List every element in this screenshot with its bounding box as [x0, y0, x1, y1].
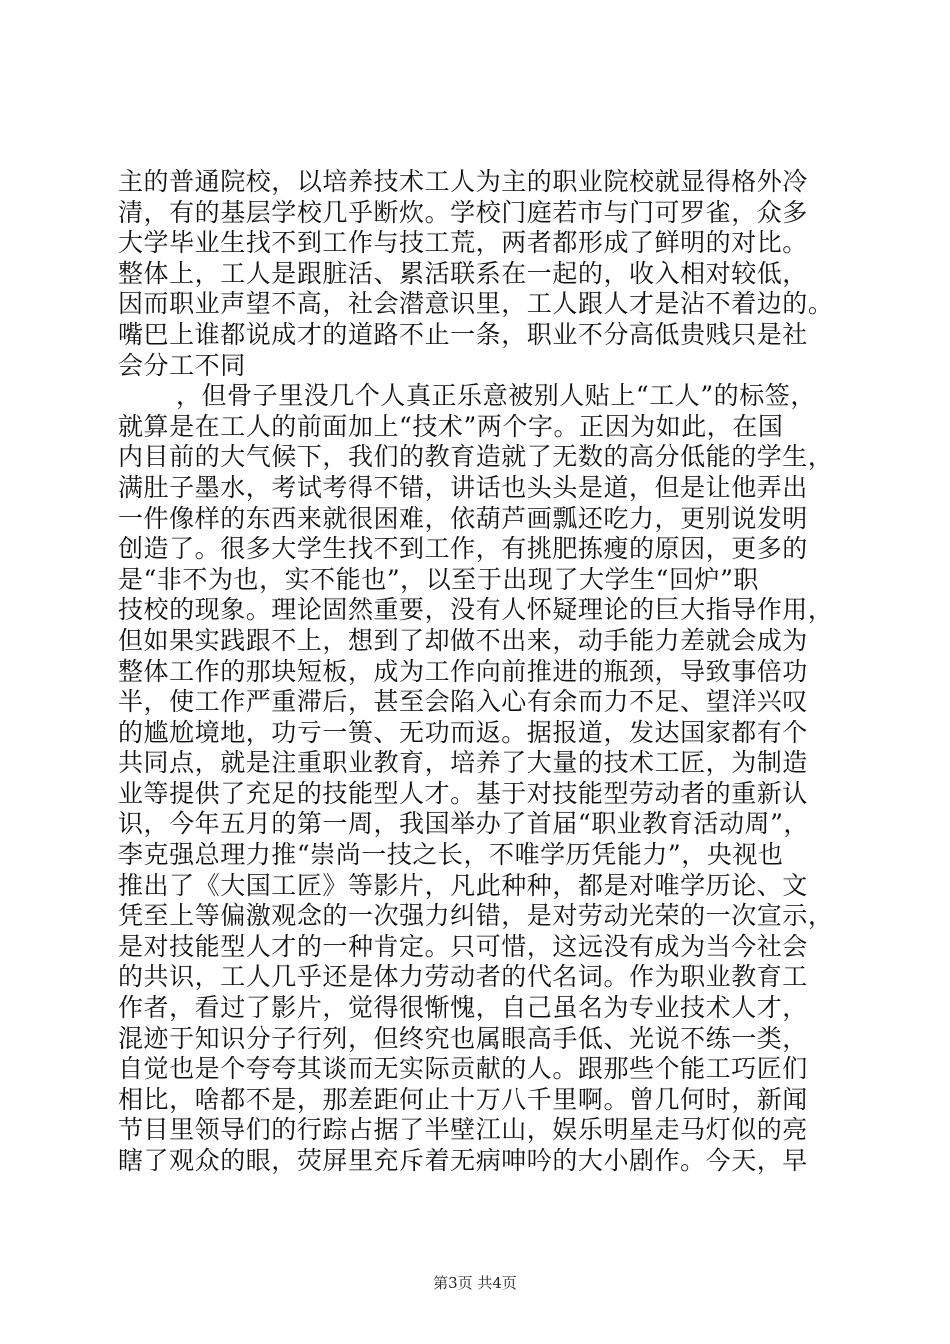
text-line: 是“非不为也，实不能也”，以至于出现了大学生“回炉”职 [118, 564, 759, 594]
text-line: 整体上，工人是跟脏活、累活联系在一起的，收入相对较低， [118, 258, 808, 288]
text-line: 会分工不同 [118, 350, 246, 380]
text-line: 李克强总理力推“崇尚一技之长，不唯学历凭能力”，央视也 [118, 840, 784, 870]
text-line: 但如果实践跟不上，想到了却做不出来，动手能力差就会成为 [118, 625, 808, 655]
text-line: 主的普通院校，以培养技术工人为主的职业院校就显得格外冷 [118, 167, 808, 196]
text-line: 的共识，工人几乎还是体力劳动者的代名词。作为职业教育工 [118, 962, 808, 992]
paragraph-2 [118, 381, 838, 1176]
text-line: 节目里领导们的行踪占据了半壁江山，娱乐明星走马灯似的亮 [118, 1115, 808, 1145]
text-line: 作者，看过了影片，觉得很惭愧，自己虽名为专业技术人才， [118, 993, 808, 1023]
text-line: 因而职业声望不高，社会潜意识里，工人跟人才是沾不着边的。 [118, 289, 834, 319]
body-text [118, 167, 838, 1177]
text-line: 混迹于知识分子行列，但终究也属眼高手低、光说不练一类， [118, 1023, 808, 1053]
text-line: 半，使工作严重滞后，甚至会陷入心有余而力不足、望洋兴叹 [118, 687, 808, 717]
text-line: ，但骨子里没几个人真正乐意被别人贴上“工人”的标签， [176, 381, 816, 411]
text-line: 瞎了观众的眼，荧屏里充斥着无病呻吟的大小剧作。今天，早 [118, 1146, 808, 1175]
text-line: 自觉也是个夸夸其谈而无实际贡献的人。跟那些个能工巧匠们 [118, 1054, 808, 1084]
paragraph-1 [118, 167, 838, 381]
page-number-label: 第3页 共4页 [433, 1274, 517, 1292]
text-line: 内目前的大气候下，我们的教育造就了无数的高分低能的学生， [118, 442, 834, 472]
text-line: 技校的现象。理论固然重要，没有人怀疑理论的巨大指导作用， [118, 595, 834, 625]
page-footer [0, 1272, 950, 1293]
text-line: 识，今年五月的第一周，我国举办了首届“职业教育活动周”， [118, 809, 809, 839]
text-line: 共同点，就是注重职业教育，培养了大量的技术工匠，为制造 [118, 748, 808, 778]
text-line: 业等提供了充足的技能型人才。基于对技能型劳动者的重新认 [118, 778, 808, 808]
text-line: 整体工作的那块短板，成为工作向前推进的瓶颈，导致事倍功 [118, 656, 808, 686]
text-line: 相比，啥都不是，那差距何止十万八千里啊。曾几何时，新闻 [118, 1084, 808, 1114]
text-line: 创造了。很多大学生找不到工作，有挑肥拣瘦的原因，更多的 [118, 534, 808, 564]
text-line: 一件像样的东西来就很困难，依葫芦画瓢还吃力，更别说发明 [118, 503, 808, 533]
text-line: 就算是在工人的前面加上“技术”两个字。正因为如此，在国 [118, 411, 784, 441]
text-line: 满肚子墨水，考试考得不错，讲话也头头是道，但是让他弄出 [118, 472, 808, 502]
text-line: 的尴尬境地，功亏一篑、无功而返。据报道，发达国家都有个 [118, 717, 808, 747]
text-line: 是对技能型人才的一种肯定。只可惜，这远没有成为当今社会 [118, 931, 808, 961]
text-line: 推出了《大国工匠》等影片，凡此种种，都是对唯学历论、文 [118, 870, 808, 900]
text-line: 清，有的基层学校几乎断炊。学校门庭若市与门可罗雀，众多 [118, 197, 808, 227]
text-line: 大学毕业生找不到工作与技工荒，两者都形成了鲜明的对比。 [118, 228, 808, 258]
text-line: 嘴巴上谁都说成才的道路不止一条，职业不分高低贵贱只是社 [118, 319, 808, 349]
text-line: 凭至上等偏激观念的一次强力纠错，是对劳动光荣的一次宣示， [118, 901, 834, 931]
